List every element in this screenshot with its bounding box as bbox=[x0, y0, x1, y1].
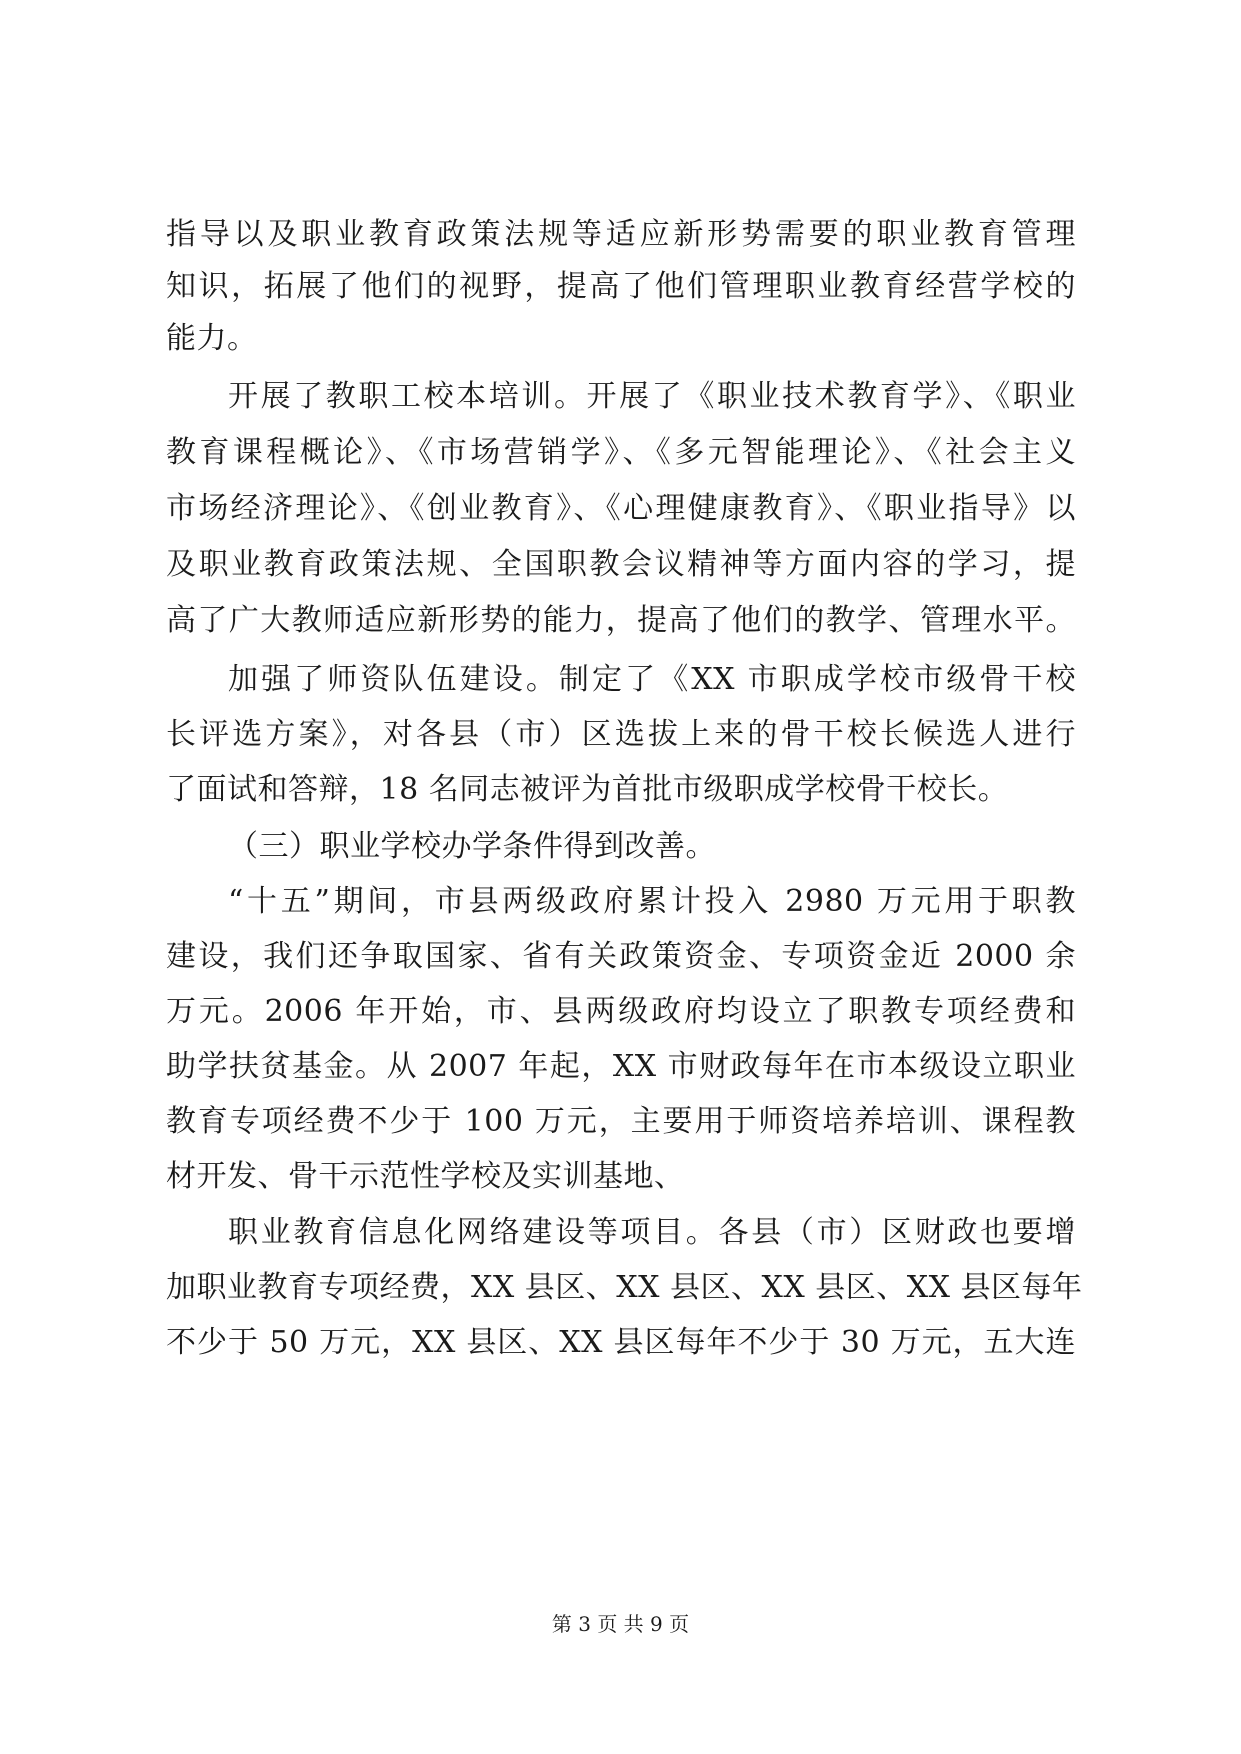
text-line: 教育专项经费不少于 100 万元，主要用于师资培养培训、课程教 bbox=[166, 1104, 1076, 1139]
text-line: “十五”期间，市县两级政府累计投入 2980 万元用于职教 bbox=[228, 884, 1076, 919]
text-line: 不少于 50 万元，XX 县区、XX 县区每年不少于 30 万元，五大连 bbox=[166, 1325, 1076, 1360]
text-line: 开展了教职工校本培训。开展了《职业技术教育学》、《职业 bbox=[228, 379, 1076, 414]
text-line: 材开发、骨干示范性学校及实训基地、 bbox=[166, 1159, 685, 1194]
text-line: 及职业教育政策法规、全国职教会议精神等方面内容的学习，提 bbox=[166, 547, 1076, 582]
text-line: 万元。2006 年开始，市、县两级政府均设立了职教专项经费和 bbox=[166, 994, 1076, 1029]
text-line: 能力。 bbox=[166, 321, 258, 356]
text-line: 了面试和答辩，18 名同志被评为首批市级职成学校骨干校长。 bbox=[166, 772, 1009, 807]
page-number-footer: 第 3 页 共 9 页 bbox=[551, 1612, 690, 1636]
text-line: 加职业教育专项经费，XX 县区、XX 县区、XX 县区、XX 县区每年 bbox=[166, 1270, 1083, 1305]
text-line: 指导以及职业教育政策法规等适应新形势需要的职业教育管理 bbox=[166, 217, 1076, 252]
text-line: 高了广大教师适应新形势的能力，提高了他们的教学、管理水平。 bbox=[166, 603, 1076, 638]
text-line: 加强了师资队伍建设。制定了《XX 市职成学校市级骨干校 bbox=[228, 662, 1076, 697]
text-line: 职业教育信息化网络建设等项目。各县（市）区财政也要增 bbox=[228, 1215, 1076, 1250]
text-line: 建设，我们还争取国家、省有关政策资金、专项资金近 2000 余 bbox=[166, 939, 1076, 974]
text-line: 长评选方案》，对各县（市）区选拔上来的骨干校长候选人进行 bbox=[166, 717, 1076, 752]
text-line: 市场经济理论》、《创业教育》、《心理健康教育》、《职业指导》以 bbox=[166, 491, 1076, 526]
text-line: 知识，拓展了他们的视野，提高了他们管理职业教育经营学校的 bbox=[166, 269, 1076, 304]
section-heading: （三）职业学校办学条件得到改善。 bbox=[228, 829, 716, 864]
text-line: 助学扶贫基金。从 2007 年起，XX 市财政每年在市本级设立职业 bbox=[166, 1049, 1076, 1084]
text-line: 教育课程概论》、《市场营销学》、《多元智能理论》、《社会主义 bbox=[166, 435, 1076, 470]
